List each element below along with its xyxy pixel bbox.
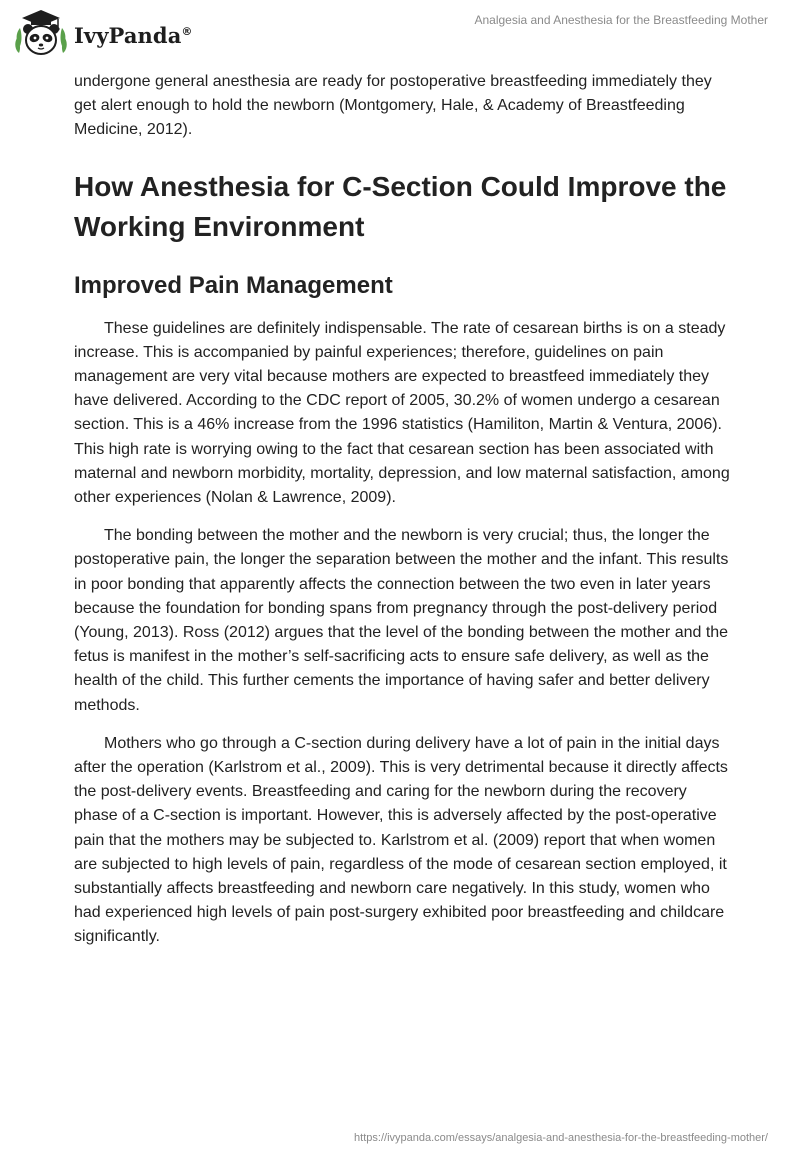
page-header [0, 0, 800, 70]
logo-text [74, 23, 193, 48]
body-paragraph-3: Mothers who go through a C-section during delivery have a lot of pain in the initial days after the operation (Karlstrom et al., 2009). This is very detrimental because it directly affects the post-delivery events. Breastfeeding and caring for the newborn during the recovery phase of a C-section is important. However, this is adversely affected by the post-operative pain that the mothers may be subjected to. Karlstrom et al. (2009) report that when women are subjected to high levels of pain, regardless of the mode of cesarean section employed, it substantially affects breastfeeding and newborn care negatively. In this study, women who had experienced high levels of pain post-surgery exhibited poor breastfeeding and childcare significantly. [74, 734, 728, 946]
ivypanda-logo[interactable] [14, 8, 214, 60]
section-heading: How Anesthesia for C-Section Could Improve the Working Environment [74, 170, 727, 242]
essay-title-header: Analgesia and Anesthesia for the Breastfeeding Mother [474, 13, 768, 27]
logo-name: IvyPanda [74, 22, 182, 48]
subsection-heading: Improved Pain Management [74, 271, 393, 299]
article-body [74, 70, 734, 964]
panda-graduate-icon [14, 8, 68, 60]
intro-paragraph: undergone general anesthesia are ready for postoperative breastfeeding immediately they get alert enough to hold the newborn (Montgomery, Hale, & Academy of Breastfeeding Medicine, 2012). [74, 73, 712, 139]
source-url[interactable]: https://ivypanda.com/essays/analgesia-and-anesthesia-for-the-breastfeeding-mother/ [354, 1132, 768, 1144]
registered-mark: ® [181, 24, 193, 38]
body-paragraph-1: These guidelines are definitely indispensable. The rate of cesarean births is on a steady increase. This is accompanied by painful experiences; therefore, guidelines on pain management are very vital because mothers are expected to breastfeed immediately they have delivered. According to the CDC report of 2005, 30.2% of women undergo a cesarean section. This is a 46% increase from the 1996 statistics (Hamiliton, Martin & Ventura, 2006). This high rate is worrying owing to the fact that cesarean section has been associated with maternal and newborn morbidity, mortality, depression, and low maternal satisfaction, among other experiences (Nolan & Lawrence, 2009). [74, 319, 730, 507]
body-paragraph-2: The bonding between the mother and the newborn is very crucial; thus, the longer the postoperative pain, the longer the separation between the mother and the infant. This results in poor bonding that apparently affects the connection between the two even in later years because the foundation for bonding spans from pregnancy through the post-delivery period (Young, 2013). Ross (2012) argues that the level of the bonding between the mother and the fetus is manifest in the mother’s self-sacrificing acts to ensure safe delivery, as well as the health of the child. This further cements the importance of having safer and better delivery methods. [74, 527, 729, 714]
